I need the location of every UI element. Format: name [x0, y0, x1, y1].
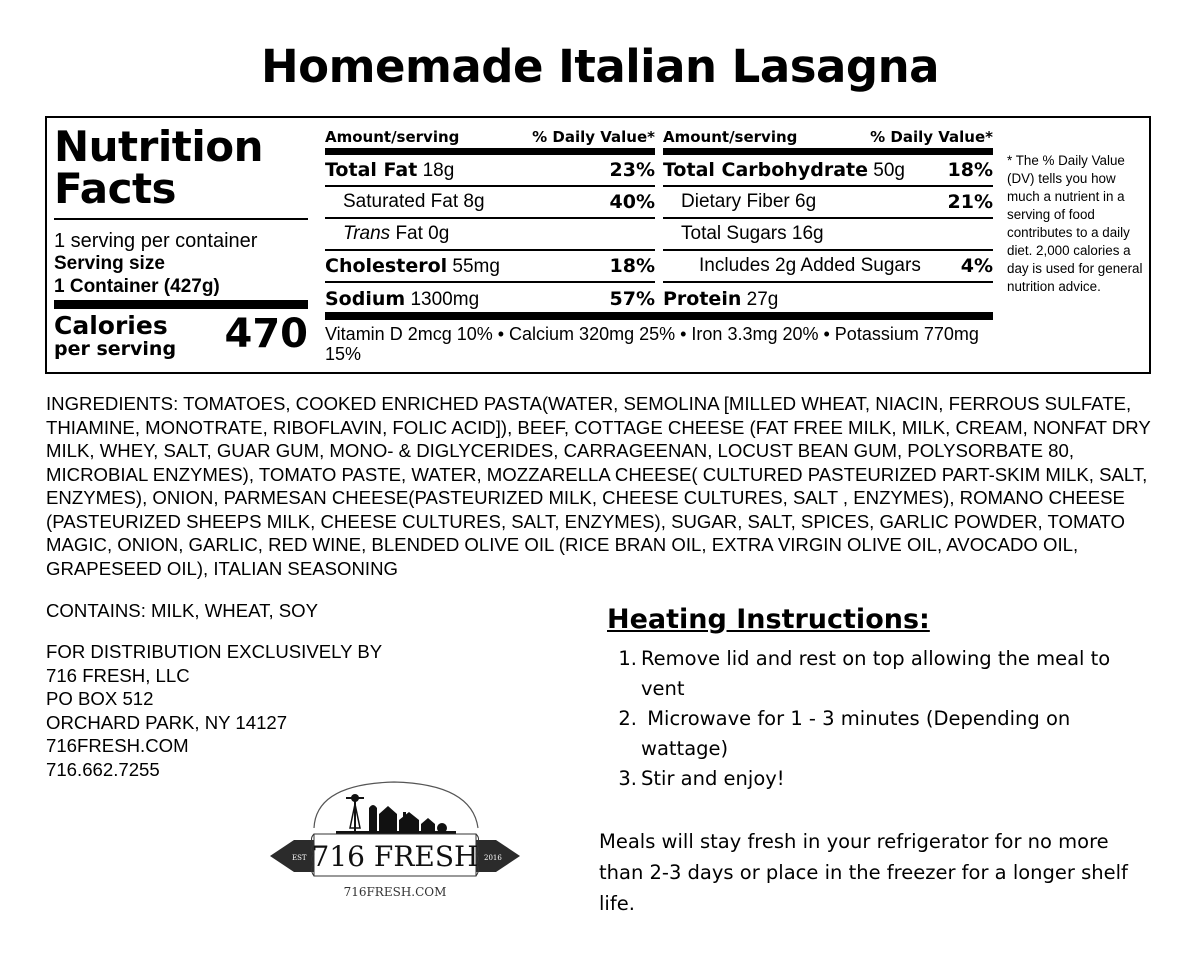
vitamins-minerals: Vitamin D 2mcg 10% • Calcium 320mg 25% • Iron 3.3mg 20% • Potassium 770mg 15% [325, 324, 979, 364]
logo-year: 2016 [484, 854, 502, 862]
divider [54, 218, 308, 220]
nutrient-row-total-fat: Total Fat 18g 23% [325, 155, 655, 187]
po-box: PO BOX 512 [46, 688, 154, 710]
heating-steps [612, 644, 1152, 794]
nutrient-row-total-sugars: Total Sugars 16g [663, 219, 993, 251]
calories-row [54, 309, 308, 371]
vitamin-divider [325, 312, 993, 320]
list-item: 1. Remove lid and rest on top allowing the meal to vent [618, 647, 1111, 700]
logo-name: 716 FRESH [311, 840, 479, 873]
farm-logo-icon [266, 778, 524, 906]
product-title: Homemade Italian Lasagna [261, 40, 939, 93]
logo-est: EST [292, 854, 307, 862]
nutrient-row-cholesterol: Cholesterol 55mg 18% [325, 251, 655, 283]
calories-label: Calories [54, 311, 168, 340]
company-name: 716 FRESH, LLC [46, 664, 190, 686]
serving-size-value: 1 Container (427g) [54, 276, 220, 297]
allergen-statement: CONTAINS: MILK, WHEAT, SOY [46, 600, 319, 621]
calories-value: 470 [224, 311, 308, 357]
nutrient-row-saturated-fat: Saturated Fat 8g 40% [325, 187, 655, 219]
logo-url: 716FRESH.COM [343, 885, 447, 899]
nutrient-row-sodium: Sodium 1300mg 57% [325, 287, 655, 310]
nutrient-row-protein: Protein 27g [663, 287, 779, 310]
ingredients-list: INGREDIENTS: TOMATOES, COOKED ENRICHED PASTA(WATER, SEMOLINA [MILLED WHEAT, NIACIN, FERROUS SULFATE, THIAMINE, MONOTRATE, RIBOFLAVIN, FOLIC ACID]), BEEF, COTTAGE CHEESE (FAT FREE MILK, MILK, CREAM, NONFAT DRY MILK, WHEY, SALT, GUAR GUM, MONO- & DIGLYCERIDES, CARRAGEENAN, LOCUST BEAN GUM, POLYSORBATE 80, MICROBIAL ENZYMES), TOMATO PASTE, WATER, MOZZARELLA CHEESE( CULTURED PASTEURIZED PART-SKIM MILK, SALT, ENZYMES), ONION, PARMESAN CHEESE(PASTEURIZED MILK, CHEESE CULTURES, SALT , ENZYMES), ROMANO CHEESE (PASTEURIZED SHEEPS MILK, CHEESE CULTURES, SALT, ENZYMES), SUGAR, SALT, SPICES, GARLIC POWDER, TOMATO MAGIC, ONION, GARLIC, RED WINE, BLENDED OLIVE OIL (RICE BRAN OIL, EXTRA VIRGIN OLIVE OIL, AVOCADO OIL, GRAPESEED OIL), ITALIAN SEASONING [46, 393, 1151, 579]
nutrition-facts-panel [45, 116, 1151, 374]
list-item: 2. Microwave for 1 - 3 minutes (Depending on wattage) [618, 707, 1077, 760]
phone-number: 716.662.7255 [46, 758, 160, 780]
list-item: 3. Stir and enjoy! [618, 767, 785, 790]
distribution-line: FOR DISTRIBUTION EXCLUSIVELY BY [46, 641, 383, 662]
nutrition-summary [54, 122, 308, 371]
nutrient-column-left [325, 128, 655, 315]
calories-sublabel: per serving [54, 338, 177, 360]
nutrient-row-total-carbohydrate: Total Carbohydrate 50g 18% [663, 155, 993, 187]
brand-logo [266, 778, 524, 906]
distribution-info [46, 640, 382, 782]
nutrient-row-dietary-fiber: Dietary Fiber 6g 21% [663, 187, 993, 219]
daily-value-footnote: * The % Daily Value (DV) tells you how much a nutrient in a serving of food contributes to a daily diet. 2,000 calories a day is used for general nutrition advice. [1007, 153, 1143, 294]
column-header: Amount/serving % Daily Value* [663, 128, 993, 155]
city-state-zip: ORCHARD PARK, NY 14127 [46, 711, 288, 733]
nutrient-row-added-sugars: Includes 2g Added Sugars 4% [663, 251, 993, 283]
storage-note: Meals will stay fresh in your refrigerator for no more than 2-3 days or place in the freezer for a longer shelf life. [599, 830, 1128, 915]
divider-thick [54, 300, 308, 309]
nutrition-heading: Nutrition Facts [54, 122, 263, 213]
nutrient-column-right [663, 128, 993, 315]
heating-instructions-title: Heating Instructions: [607, 604, 930, 635]
column-header: Amount/serving % Daily Value* [325, 128, 655, 155]
servings-per-container: 1 serving per container [54, 230, 258, 252]
website: 716FRESH.COM [46, 735, 189, 757]
nutrient-row-trans-fat: Trans Fat 0g [325, 219, 655, 251]
serving-size-label: Serving size [54, 253, 165, 274]
